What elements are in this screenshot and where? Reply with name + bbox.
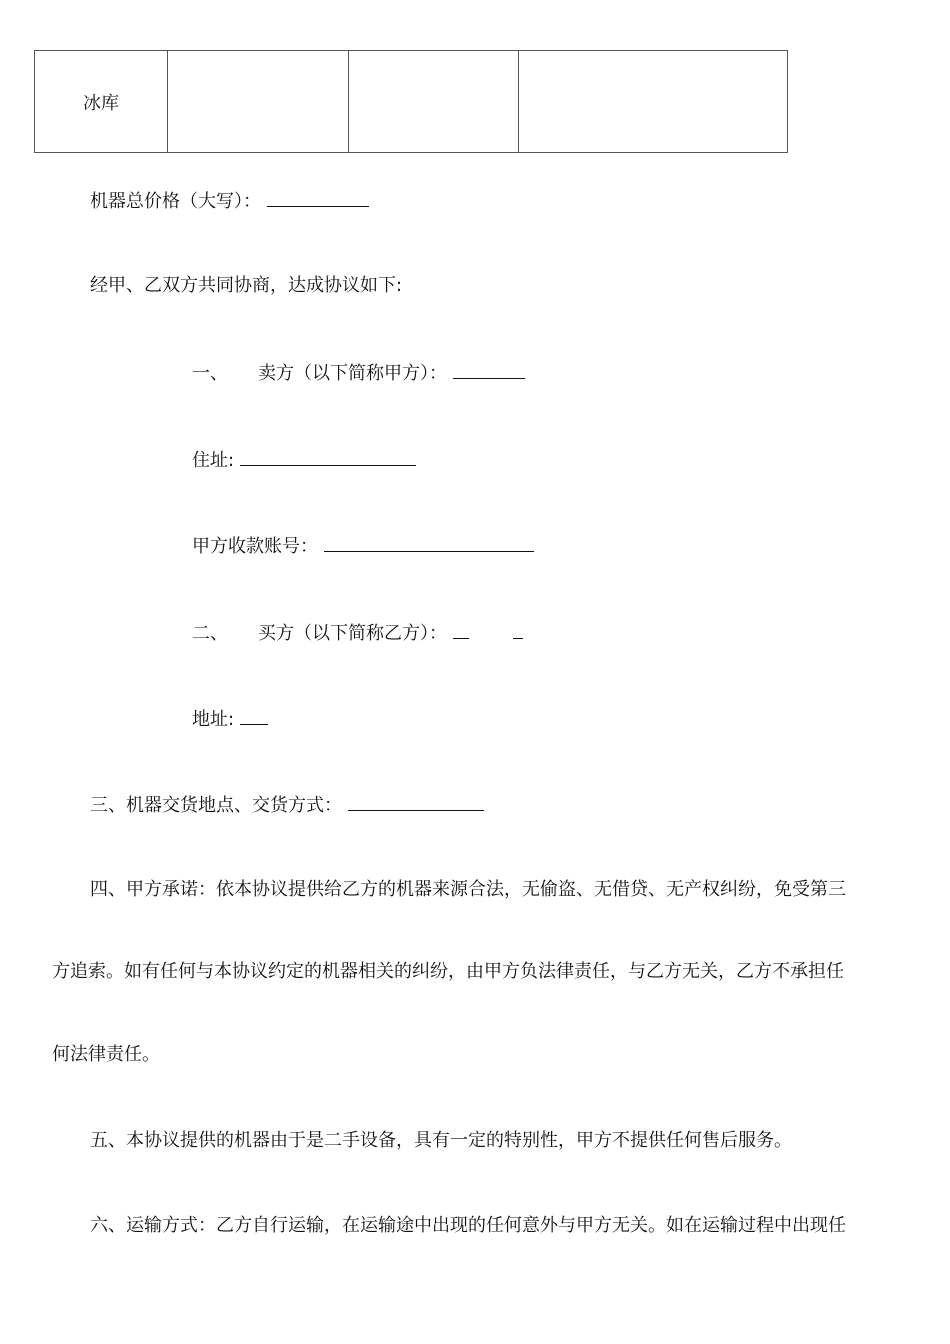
seller-address-label: 住址: [192, 450, 235, 471]
delivery-blank [348, 792, 484, 811]
seller-account-blank [324, 533, 534, 552]
table-cell-empty [168, 51, 349, 153]
table-row [35, 51, 788, 153]
delivery-label: 三、机器交货地点、交货方式： [90, 795, 342, 816]
total-price-line [90, 188, 369, 214]
table-cell-item [35, 51, 168, 153]
agreement-intro: 经甲、乙双方共同协商，达成协议如下: [90, 275, 403, 296]
total-price-blank [267, 188, 369, 207]
promise-paragraph-line: 何法律责任。 [52, 1044, 160, 1065]
seller-account-label: 甲方收款账号： [192, 536, 318, 557]
buyer-blank [453, 620, 469, 639]
equipment-table [34, 50, 788, 153]
seller-account-line [192, 533, 534, 559]
transport-paragraph: 六、运输方式：乙方自行运输，在运输途中出现的任何意外与甲方无关。如在运输过程中出现任 [90, 1215, 846, 1236]
seller-blank [453, 360, 525, 379]
seller-address-line [192, 447, 416, 473]
promise-paragraph-line: 方追索。如有任何与本协议约定的机器相关的纠纷，由甲方负法律责任，与乙方无关，乙方不承担任 [52, 961, 844, 982]
table-cell-empty [519, 51, 788, 153]
delivery-line [90, 792, 484, 818]
total-price-label: 机器总价格（大写）： [90, 191, 261, 212]
buyer-line [192, 620, 523, 646]
after-sales-paragraph: 五、本协议提供的机器由于是二手设备，具有一定的特别性，甲方不提供任何售后服务。 [90, 1130, 792, 1151]
seller-address-blank [240, 447, 416, 466]
seller-line [192, 360, 525, 386]
buyer-blank [513, 620, 523, 639]
buyer-label: 买方（以下简称乙方）： [258, 623, 447, 644]
promise-paragraph-line: 四、甲方承诺：依本协议提供给乙方的机器来源合法，无偷盗、无借贷、无产权纠纷，免受第三 [90, 879, 846, 900]
seller-label: 卖方（以下简称甲方）： [258, 363, 447, 384]
table-cell-empty [349, 51, 519, 153]
buyer-address-label: 地址: [192, 709, 235, 730]
item-name: 冰库 [83, 92, 119, 114]
seller-number: 一、 [192, 363, 228, 384]
buyer-address-line [192, 706, 268, 732]
buyer-number: 二、 [192, 623, 228, 644]
buyer-address-blank [240, 706, 268, 725]
